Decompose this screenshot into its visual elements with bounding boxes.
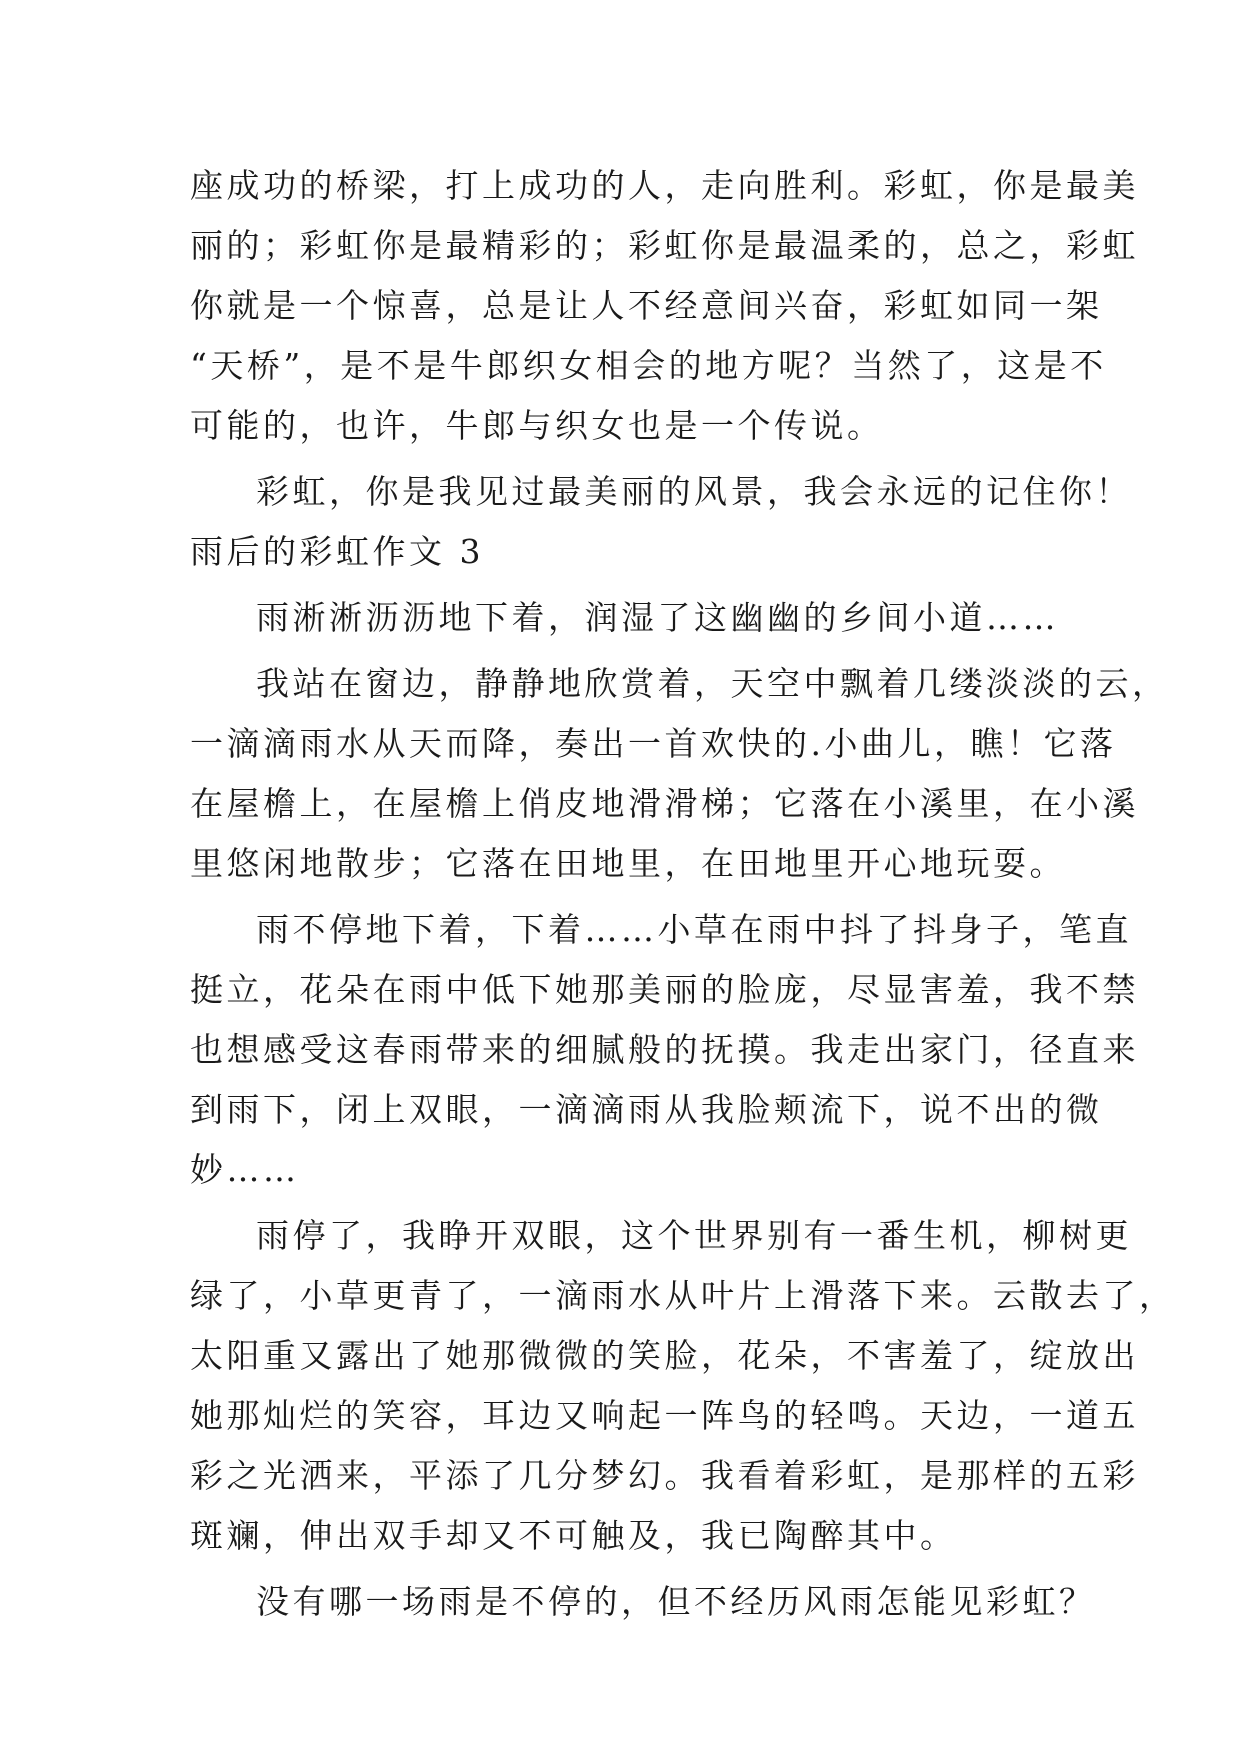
paragraph-5 — [190, 900, 1139, 1200]
text-line: 雨停了，我睁开双眼，这个世界别有一番生机，柳树更 — [256, 1216, 1132, 1255]
text-line: 她那灿烂的笑容，耳边又响起一阵鸟的轻鸣。天边，一道五 — [190, 1396, 1139, 1435]
text-line: 你就是一个惊喜，总是让人不经意间兴奋，彩虹如同一架 — [190, 286, 1103, 325]
text-line: 到雨下，闭上双眼，一滴滴雨从我脸颊流下，说不出的微 — [190, 1090, 1103, 1129]
document-page — [190, 156, 1176, 1632]
text-line: 丽的；彩虹你是最精彩的；彩虹你是最温柔的，总之，彩虹 — [190, 226, 1139, 265]
paragraph-6 — [190, 1206, 1176, 1566]
paragraph-1 — [190, 156, 1139, 456]
text-line: 里悠闲地散步；它落在田地里，在田地里开心地玩耍。 — [190, 844, 1066, 883]
text-line: 挺立，花朵在雨中低下她那美丽的脸庞，尽显害羞，我不禁 — [190, 970, 1139, 1009]
text-line: 太阳重又露出了她那微微的笑脸，花朵，不害羞了，绽放出 — [190, 1336, 1139, 1375]
text-line: 我站在窗边，静静地欣赏着，天空中飘着几缕淡淡的云， — [256, 664, 1169, 703]
text-line: 座成功的桥梁，打上成功的人，走向胜利。彩虹，你是最美 — [190, 166, 1139, 205]
text-line: 妙…… — [190, 1150, 300, 1189]
text-line: 也想感受这春雨带来的细腻般的抚摸。我走出家门，径直来 — [190, 1030, 1139, 1069]
paragraph-7: 没有哪一场雨是不停的，但不经历风雨怎能见彩虹？ — [256, 1582, 1096, 1621]
text-line: 在屋檐上，在屋檐上俏皮地滑滑梯；它落在小溪里，在小溪 — [190, 784, 1139, 823]
text-line: 绿了，小草更青了，一滴雨水从叶片上滑落下来。云散去了， — [190, 1276, 1176, 1315]
text-line: “天桥”，是不是牛郎织女相会的地方呢？当然了，这是不 — [190, 346, 1107, 385]
paragraph-3: 雨淅淅沥沥地下着，润湿了这幽幽的乡间小道…… — [256, 598, 1059, 637]
text-line: 一滴滴雨水从天而降，奏出一首欢快的.小曲儿，瞧！它落 — [190, 724, 1117, 763]
paragraph-4 — [190, 654, 1169, 894]
text-line: 雨不停地下着，下着……小草在雨中抖了抖身子，笔直 — [256, 910, 1132, 949]
text-line: 斑斓，伸出双手却又不可触及，我已陶醉其中。 — [190, 1516, 957, 1555]
text-line: 彩之光洒来，平添了几分梦幻。我看着彩虹，是那样的五彩 — [190, 1456, 1139, 1495]
text-line: 可能的，也许，牛郎与织女也是一个传说。 — [190, 406, 884, 445]
paragraph-2: 彩虹，你是我见过最美丽的风景，我会永远的记住你！ — [256, 472, 1132, 511]
section-title: 雨后的彩虹作文 3 — [190, 532, 484, 571]
